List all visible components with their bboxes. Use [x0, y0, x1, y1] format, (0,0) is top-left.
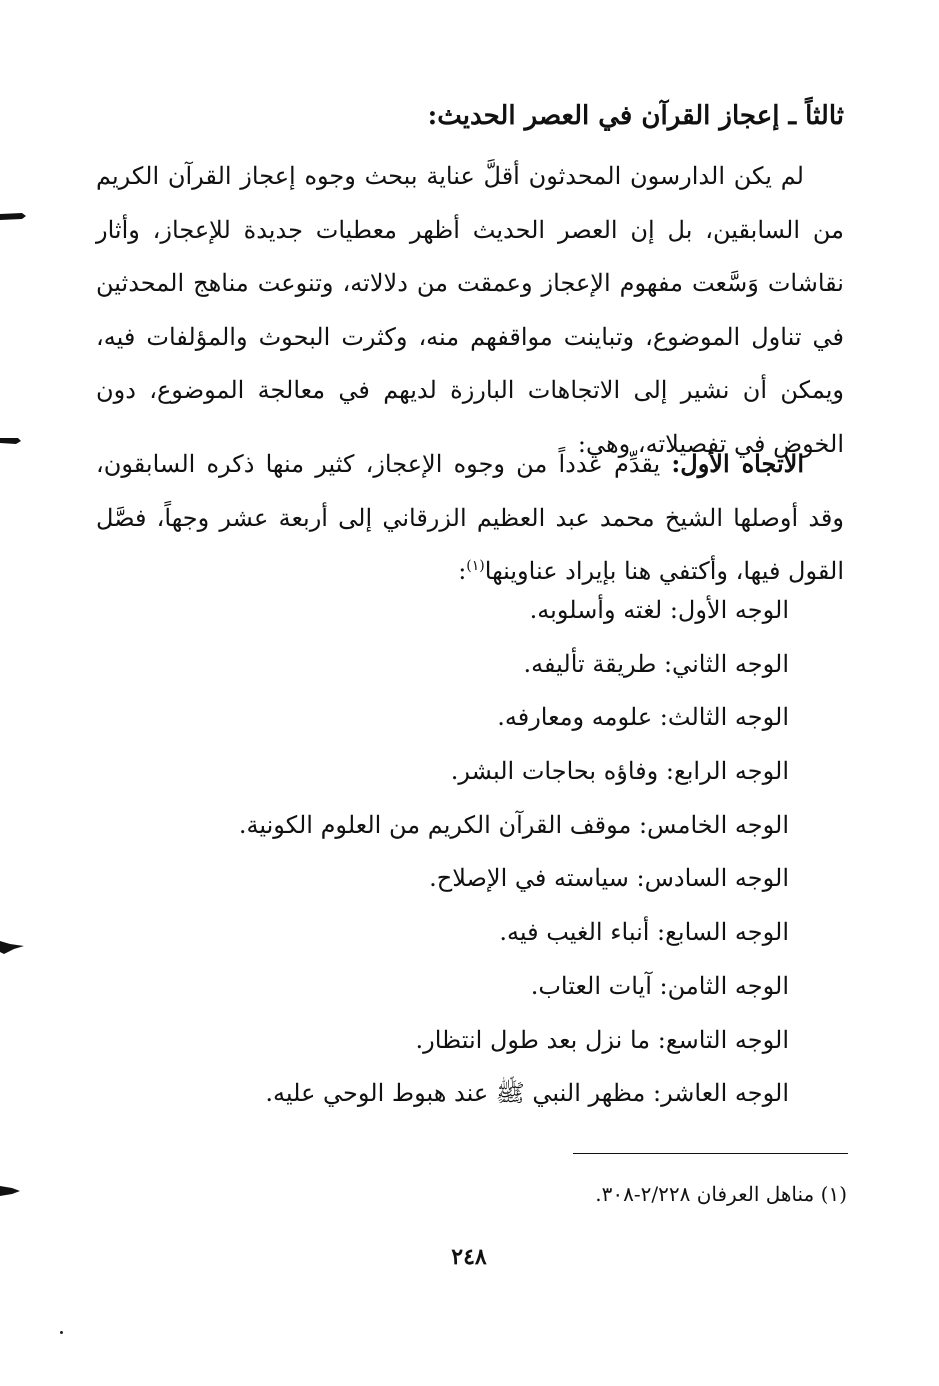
scan-mark — [0, 1182, 30, 1202]
list-item: الوجه التاسع: ما نزل بعد طول انتظار. — [415, 1025, 789, 1054]
list-item: الوجه الأول: لغته وأسلوبه. — [529, 596, 789, 624]
list-item: الوجه السابع: أنباء الغيب فيه. — [499, 918, 789, 947]
scan-speck — [60, 1331, 63, 1334]
list-item: الوجه الخامس: موقف القرآن الكريم من العلوم الكونية. — [238, 810, 789, 839]
list-item: الوجه الثالث: علومه ومعارفه. — [497, 703, 789, 732]
list-item: الوجه السادس: سياسته في الإصلاح. — [429, 864, 789, 893]
inimitability-aspects-list — [149, 584, 789, 1121]
list-item: الوجه العاشر: مظهر النبي ﷺ عند هبوط الوحي عليه. — [265, 1079, 789, 1108]
scan-mark — [0, 208, 30, 228]
list-item: الوجه الثاني: طريقة تأليفه. — [523, 649, 789, 678]
first-trend-text: يقدِّم عدداً من وجوه الإعجاز، كثير منها ذكره السابقون، وقد أوصلها الشيخ محمد عبد العظيم الزرقاني إلى أربعة عشر وجهاً، فصَّل القول فيها، وأكتفي هنا بإيراد عناوينها — [96, 450, 844, 585]
page-number: ٢٤٨ — [451, 1244, 487, 1270]
scan-mark — [0, 938, 30, 958]
scan-mark — [0, 432, 30, 452]
first-trend-ending: : — [458, 557, 467, 585]
intro-paragraph: لم يكن الدارسون المحدثون أقلَّ عناية ببحث وجوه إعجاز القرآن الكريم من السابقين، بل إن العصر الحديث أظهر معطيات جديدة للإعجاز، وأثار نقاشات وَسَّعت مفهوم الإعجاز وعمقت من دلالاته، وتنوعت مناهج المحدثين في تناول الموضوع، وتباينت مواقفهم منه، وكثرت البحوث والمؤلفات فيه، ويمكن أن نشير إلى الاتجاهات البارزة لديهم في معالجة الموضوع، دون الخوض في تفصيلاته، وهي: — [96, 162, 845, 458]
section-heading: ثالثاً ـ إعجاز القرآن في العصر الحديث: — [427, 101, 844, 131]
first-trend-paragraph — [96, 437, 844, 599]
list-item: الوجه الرابع: وفاؤه بحاجات البشر. — [450, 757, 789, 786]
list-item: الوجه الثامن: آيات العتاب. — [530, 971, 789, 1000]
footnote: (١) مناهل العرفان ٢/٢٢٨-٣٠٨. — [595, 1182, 847, 1206]
first-trend-label: الاتجاه الأول: — [671, 449, 804, 478]
footnote-reference: (١) — [466, 558, 485, 574]
footnote-divider — [573, 1153, 848, 1154]
